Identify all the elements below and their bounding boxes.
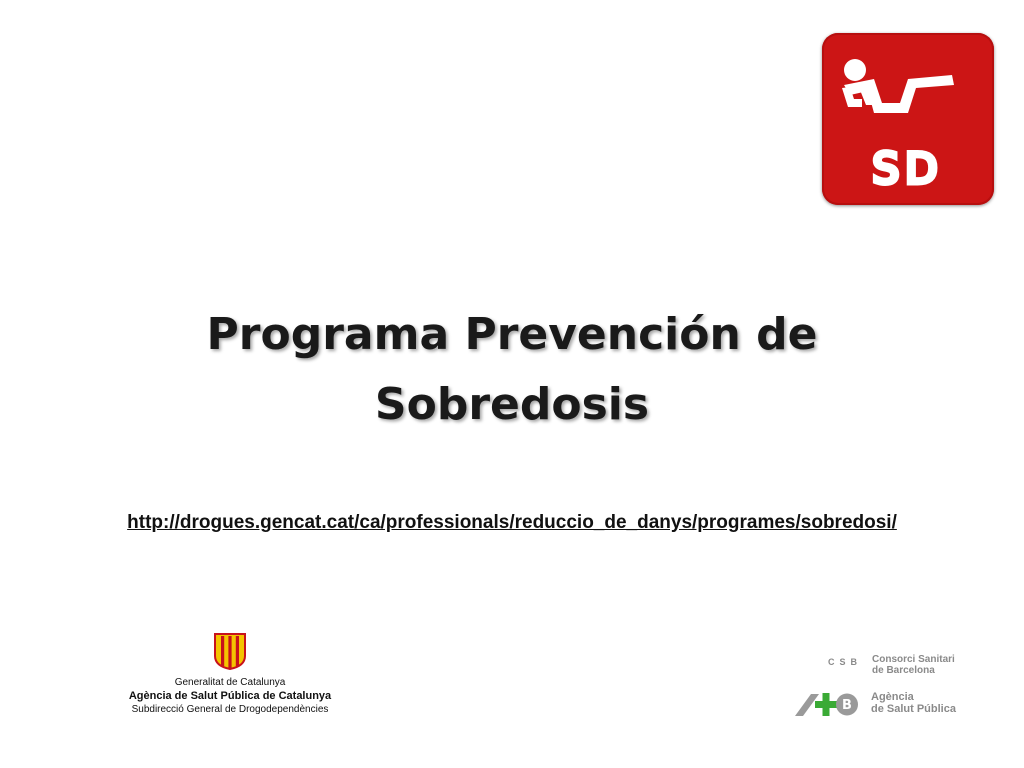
- agency-name: Agència de Salut Pública de Catalunya: [128, 690, 332, 702]
- title-line-2: Sobredosis: [374, 379, 650, 430]
- aspb-logo: [793, 690, 973, 720]
- page-title: [0, 300, 1024, 440]
- catalan-flag-icon: [213, 632, 247, 670]
- csb-letters: CSB: [828, 657, 863, 667]
- sd-logo: [822, 33, 994, 205]
- subdirectorate-name: Subdirecció General de Drogodependències: [131, 704, 329, 715]
- program-url-link[interactable]: http://drogues.gencat.cat/ca/professionals/reduccio_de_danys/programes/sobredosi/: [127, 512, 897, 533]
- generalitat-logo-block: [112, 632, 348, 716]
- csb-name: Consorci Sanitari de Barcelona: [872, 654, 955, 676]
- aspb-symbol-icon: [793, 692, 863, 718]
- title-line-1: Programa Prevención de: [206, 309, 818, 360]
- aspb-name: Agència de Salut Pública: [871, 691, 956, 715]
- generalitat-name: Generalitat de Catalunya: [174, 677, 286, 688]
- sd-logo-text: SD: [872, 144, 944, 193]
- person-crawling-icon: [822, 33, 994, 205]
- svg-text:B: B: [842, 698, 852, 713]
- csb-logo: [822, 654, 982, 680]
